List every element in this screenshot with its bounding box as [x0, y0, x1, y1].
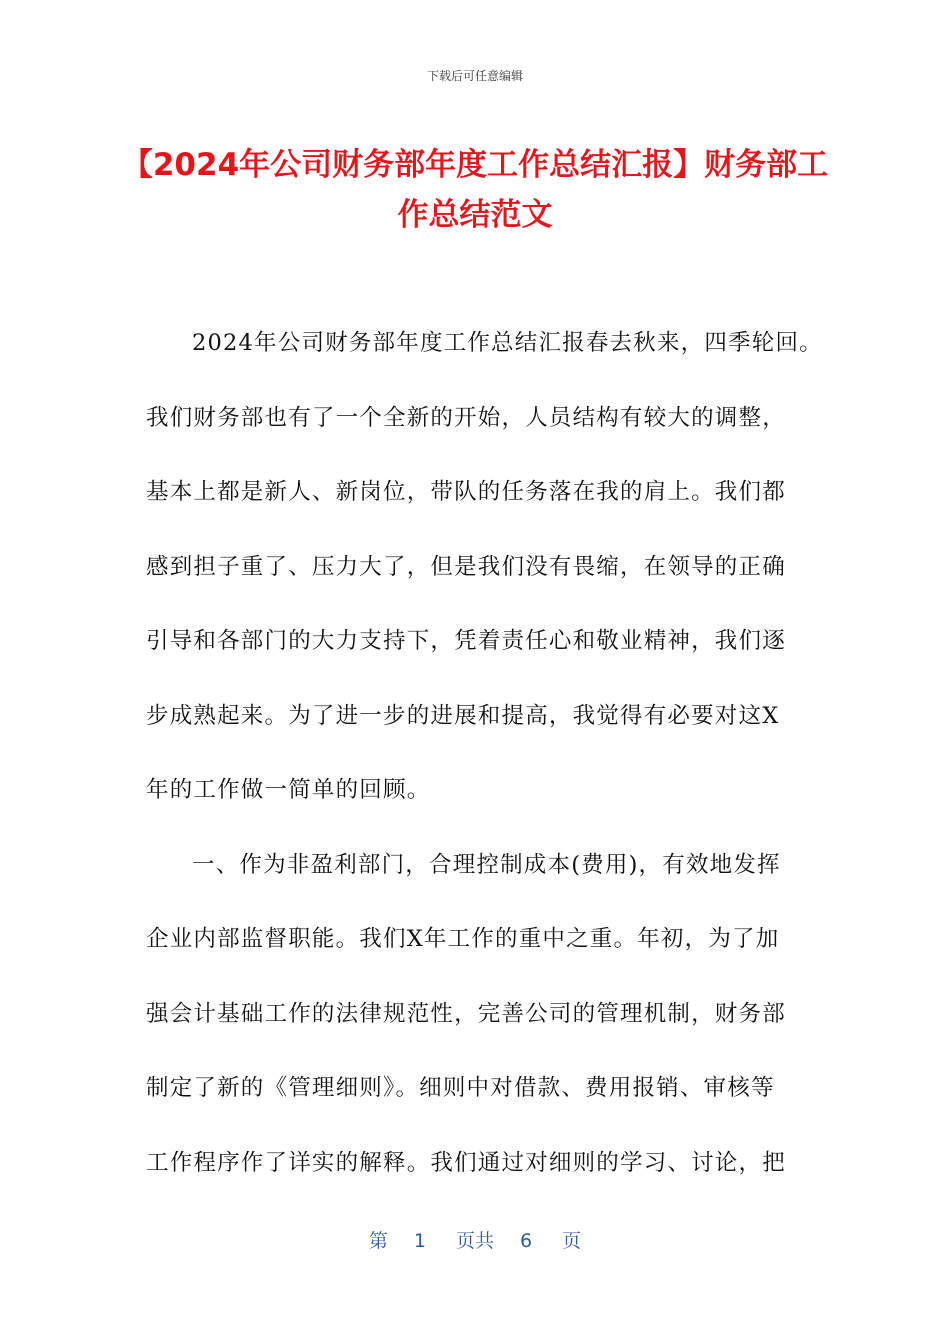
paragraph-1-line: 引导和各部门的大力支持下，凭着责任心和敬业精神，我们逐 — [146, 628, 786, 654]
paragraph-1-line: 2024年公司财务部年度工作总结汇报春去秋来，四季轮回。 — [192, 330, 823, 356]
paragraph-2-line: 工作程序作了详实的解释。我们通过对细则的学习、讨论，把 — [146, 1149, 786, 1176]
document-title: 【2024年公司财务部年度工作总结汇报】财务部工作总结范文 — [121, 147, 829, 233]
footer-prefix: 第 — [368, 1230, 388, 1252]
paragraph-2-line: 一、作为非盈利部门，合理控制成本(费用)，有效地发挥 — [192, 851, 781, 878]
paragraph-2-line: 制定了新的《管理细则》。细则中对借款、费用报销、审核等 — [146, 1075, 775, 1101]
paragraph-1-line: 基本上都是新人、新岗位，带队的任务落在我的肩上。我们都 — [146, 479, 786, 505]
paragraph-1-line: 步成熟起来。为了进一步的进展和提高，我觉得有必要对这X — [146, 702, 780, 729]
paragraph-1-line: 我们财务部也有了一个全新的开始，人员结构有较大的调整， — [146, 404, 786, 431]
total-pages-number: 6 — [520, 1230, 533, 1252]
document-body — [146, 320, 823, 1214]
footer-suffix: 页 — [562, 1230, 582, 1252]
paragraph-2-line: 强会计基础工作的法律规范性，完善公司的管理机制，财务部 — [146, 1000, 786, 1027]
paragraph-2-line: 企业内部监督职能。我们X年工作的重中之重。年初，为了加 — [146, 926, 780, 952]
footer-middle: 页共 — [455, 1230, 494, 1252]
page-footer — [0, 1226, 950, 1253]
header-note: 下载后可任意编辑 — [426, 69, 523, 83]
paragraph-1-line: 感到担子重了、压力大了，但是我们没有畏缩，在领导的正确 — [146, 553, 786, 580]
current-page-number: 1 — [413, 1230, 426, 1252]
paragraph-1-line: 年的工作做一简单的回顾。 — [146, 777, 431, 803]
